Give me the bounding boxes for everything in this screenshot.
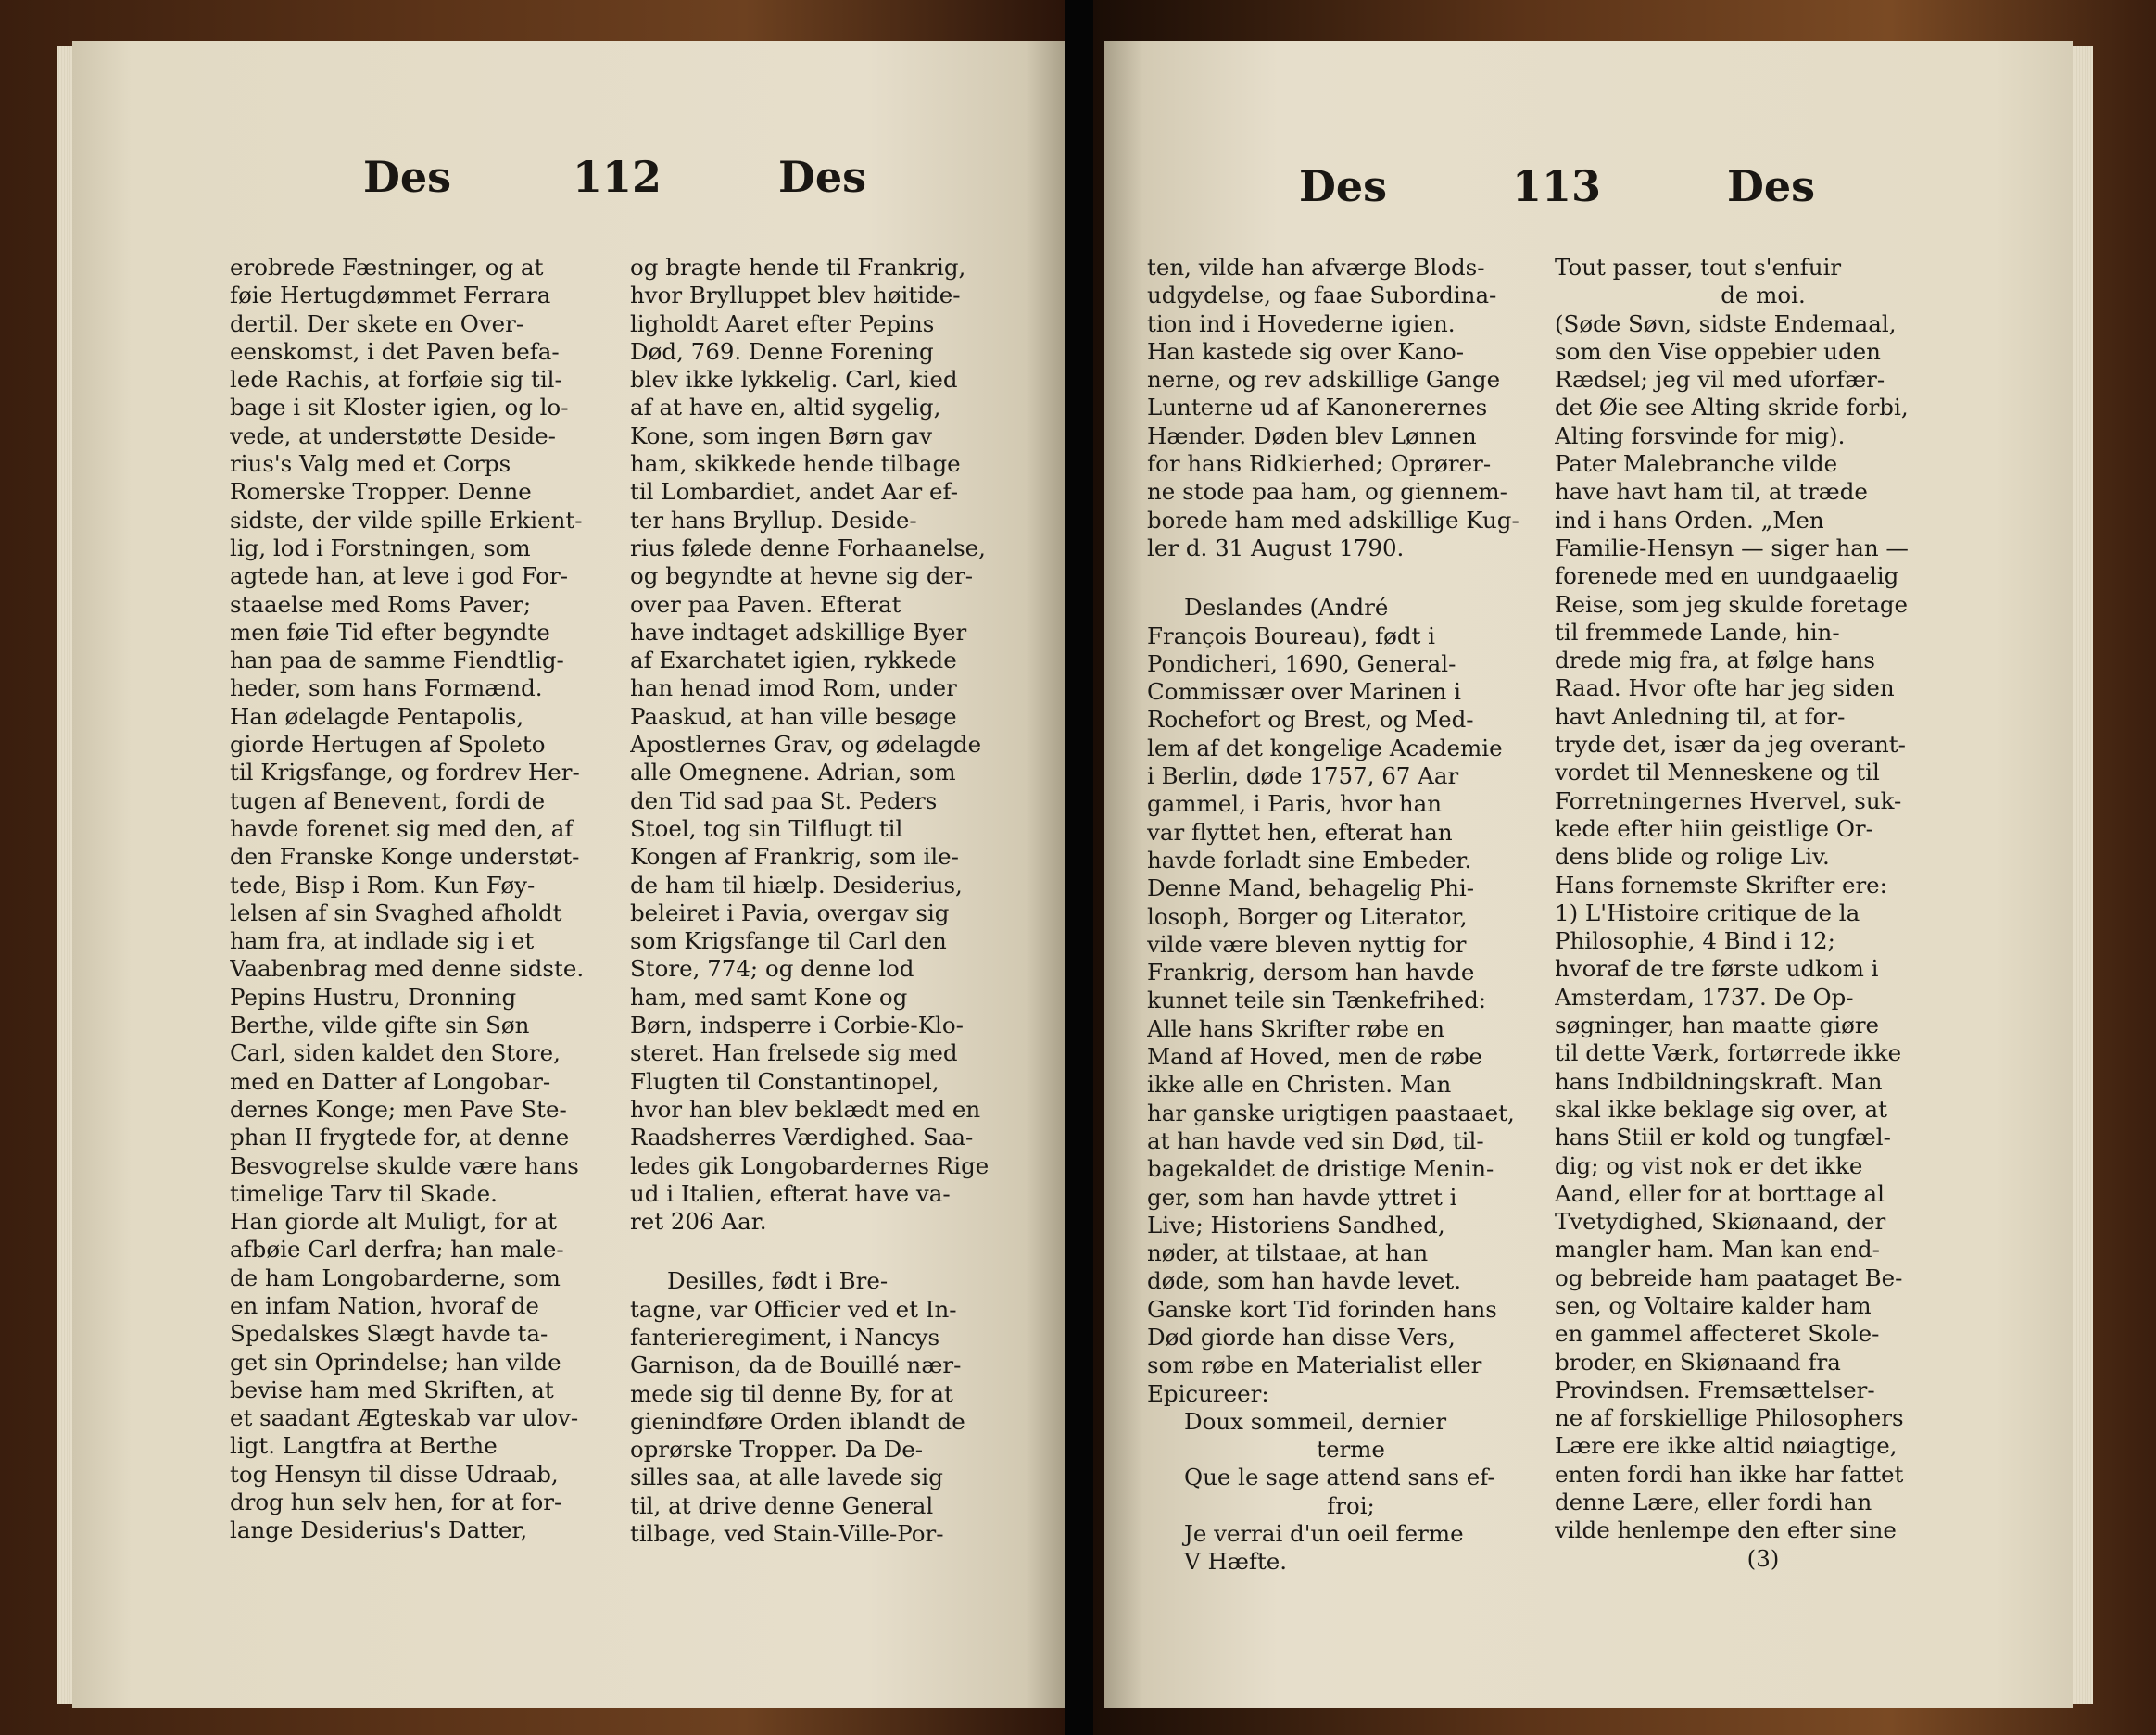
text-line: Desilles, født i Bre- <box>667 1267 889 1295</box>
text-line: de ham Longobarderne, som <box>230 1264 561 1291</box>
text-line: som røbe en Materialist eller <box>1147 1352 1482 1379</box>
text-line: ham fra, at indlade sig i et <box>230 927 535 955</box>
text-line: tede, Bisp i Rom. Kun Føy- <box>230 871 536 899</box>
right-page <box>1104 41 2073 1708</box>
text-line: nerne, og rev adskillige Gange <box>1147 366 1501 394</box>
text-line: broder, en Skiønaand fra <box>1555 1348 1841 1376</box>
text-line: get sin Oprindelse; han vilde <box>230 1348 561 1376</box>
text-line: mede sig til denne By, for at <box>630 1379 953 1407</box>
text-line: lem af det kongelige Academie <box>1147 734 1503 761</box>
text-line: hvoraf de tre første udkom i <box>1555 955 1879 983</box>
text-line: Epicureer: <box>1147 1379 1269 1407</box>
page-edges-right <box>2073 46 2093 1704</box>
text-line: en infam Nation, hvoraf de <box>230 1291 539 1319</box>
verse-line: terme <box>1317 1436 1385 1464</box>
text-line: mangler ham. Man kan end- <box>1555 1236 1880 1264</box>
text-line: til, at drive denne General <box>630 1491 934 1519</box>
text-line: det Øie see Alting skride forbi, <box>1555 394 1909 421</box>
verse-line: Que le sage attend sans ef- <box>1184 1464 1495 1491</box>
text-line: til fremmede Lande, hin- <box>1555 618 1840 646</box>
text-line: tion ind i Hovederne igien. <box>1147 309 1456 337</box>
text-line: François Boureau), født i <box>1147 622 1435 649</box>
text-line: Kongen af Frankrig, som ile- <box>630 843 959 871</box>
text-line: og bragte hende til Frankrig, <box>630 254 966 281</box>
text-line: Raadsherres Værdighed. Saa- <box>630 1124 974 1151</box>
text-line: til Krigsfange, og fordrev Her- <box>230 759 580 786</box>
catchword: (3) <box>1746 1544 1780 1572</box>
text-line: hvor han blev beklædt med en <box>630 1095 981 1123</box>
text-line: en gammel affecteret Skole- <box>1555 1320 1880 1348</box>
text-line: føie Hertugdømmet Ferrara <box>230 282 551 309</box>
text-line: var flyttet hen, efterat han <box>1147 818 1453 846</box>
text-line: rius følede denne Forhaanelse, <box>630 534 986 561</box>
verse-line: Doux sommeil, dernier <box>1184 1407 1447 1435</box>
text-line: Amsterdam, 1737. De Op- <box>1555 983 1854 1011</box>
paragraph-gap <box>1147 562 1555 594</box>
text-line: vilde være bleven nyttig for <box>1147 930 1467 958</box>
text-line: et saadant Ægteskab var ulov- <box>230 1404 579 1432</box>
text-line: Flugten til Constantinopel, <box>630 1067 939 1095</box>
left-page-column-1 <box>230 254 684 1545</box>
text-line: ham, skikkede hende tilbage <box>630 450 961 478</box>
text-line: 1) L'Histoire critique de la <box>1555 899 1860 926</box>
text-line: giorde Hertugen af Spoleto <box>230 731 546 759</box>
text-line: ne stode paa ham, og giennem- <box>1147 478 1507 506</box>
text-line: Deslandes (André <box>1184 594 1389 622</box>
text-line: den Franske Konge understøt- <box>230 843 580 871</box>
text-line: steret. Han frelsede sig med <box>630 1039 958 1067</box>
text-line: Tvetydighed, Skiønaand, der <box>1555 1208 1886 1236</box>
text-line: lig, lod i Forstningen, som <box>230 534 531 561</box>
text-line: Lære ere ikke altid nøiagtige, <box>1555 1432 1898 1460</box>
text-line: kede efter hiin geistlige Or- <box>1555 814 1873 842</box>
text-line: blev ikke lykkelig. Carl, kied <box>630 366 958 394</box>
text-line: men føie Tid efter begyndte <box>230 618 550 646</box>
text-line: Tout passer, tout s'enfuir <box>1555 254 1842 281</box>
text-line: har ganske urigtigen paastaaet, <box>1147 1099 1515 1126</box>
text-line: Han kastede sig over Kano- <box>1147 337 1465 365</box>
text-line: Lunterne ud af Kanonerernes <box>1147 394 1488 421</box>
text-line: ligt. Langtfra at Berthe <box>230 1432 498 1460</box>
text-line: vede, at understøtte Deside- <box>230 421 556 449</box>
text-line: rius's Valg med et Corps <box>230 450 511 478</box>
text-line: som Krigsfange til Carl den <box>630 927 947 955</box>
text-line: beleiret i Pavia, overgav sig <box>630 899 950 926</box>
text-line: med en Datter af Longobar- <box>230 1067 551 1095</box>
text-line: oprørske Tropper. Da De- <box>630 1436 924 1464</box>
text-line: Besvogrelse skulde være hans <box>230 1151 579 1179</box>
text-line: Familie-Hensyn — siger han — <box>1555 534 1909 561</box>
text-line: heder, som hans Formænd. <box>230 674 543 702</box>
text-line: ger, som han havde yttret i <box>1147 1183 1457 1211</box>
text-line: bevise ham med Skriften, at <box>230 1376 554 1403</box>
text-line: erobrede Fæstninger, og at <box>230 254 544 281</box>
signature-mark: V Hæfte. <box>1184 1548 1288 1576</box>
text-line: borede ham med adskillige Kug- <box>1147 506 1519 534</box>
text-line: han paa de samme Fiendtlig- <box>230 647 564 674</box>
text-line: Rædsel; jeg vil med uforfær- <box>1555 366 1885 394</box>
text-line: have havt ham til, at træde <box>1555 478 1868 506</box>
text-line: Mand af Hoved, men de røbe <box>1147 1043 1483 1071</box>
text-line: Live; Historiens Sandhed, <box>1147 1211 1445 1238</box>
text-line: til dette Værk, fortørrede ikke <box>1555 1039 1902 1067</box>
text-line: sen, og Voltaire kalder ham <box>1555 1291 1872 1319</box>
running-header-right <box>1104 145 2073 219</box>
text-line: ind i hans Orden. „Men <box>1555 506 1824 534</box>
text-line: fanterieregiment, i Nancys <box>630 1323 940 1351</box>
text-line: forenede med en uundgaaelig <box>1555 562 1899 590</box>
text-line: Kone, som ingen Børn gav <box>630 421 933 449</box>
text-line: af Exarchatet igien, rykkede <box>630 647 957 674</box>
text-line: Hænder. Døden blev Lønnen <box>1147 421 1477 449</box>
text-line: gienindføre Orden iblandt de <box>630 1407 965 1435</box>
text-line: Pondicheri, 1690, General- <box>1147 649 1456 677</box>
text-line: og bebreide ham paataget Be- <box>1555 1264 1903 1291</box>
page-number: 112 <box>573 152 662 202</box>
text-line: den Tid sad paa St. Peders <box>630 786 938 814</box>
text-line: Han giorde alt Muligt, for at <box>230 1208 557 1236</box>
text-line: tagne, var Officier ved et In- <box>630 1295 957 1323</box>
text-line: have indtaget adskillige Byer <box>630 618 967 646</box>
text-line: havde forladt sine Embeder. <box>1147 846 1472 874</box>
text-line: af at have en, altid sygelig, <box>630 394 941 421</box>
text-line: bagekaldet de dristige Menin- <box>1147 1155 1494 1183</box>
text-line: havt Anledning til, at for- <box>1555 702 1846 730</box>
text-line: han henad imod Rom, under <box>630 674 957 702</box>
text-line: denne Lære, eller fordi han <box>1555 1489 1872 1516</box>
text-line: bage i sit Kloster igien, og lo- <box>230 394 569 421</box>
text-line: lange Desiderius's Datter, <box>230 1516 528 1544</box>
running-header-left <box>72 145 1065 219</box>
text-line: timelige Tarv til Skade. <box>230 1179 498 1207</box>
text-line: de ham til hiælp. Desiderius, <box>630 871 963 899</box>
text-line: enten fordi han ikke har fattet <box>1555 1460 1904 1488</box>
text-line: lede Rachis, at forføie sig til- <box>230 366 562 394</box>
text-line: og begyndte at hevne sig der- <box>630 562 974 590</box>
text-line: Commissær over Marinen i <box>1147 678 1461 706</box>
text-line: drog hun selv hen, for at for- <box>230 1489 562 1516</box>
text-line: dertil. Der skete en Over- <box>230 309 524 337</box>
text-line: silles saa, at alle lavede sig <box>630 1464 943 1491</box>
text-line: ud i Italien, efterat have va- <box>630 1179 951 1207</box>
text-line: dens blide og rolige Liv. <box>1555 843 1830 871</box>
text-line: Philosophie, 4 Bind i 12; <box>1555 927 1835 955</box>
text-line: skal ikke beklage sig over, at <box>1555 1095 1887 1123</box>
text-line: Garnison, da de Bouillé nær- <box>630 1352 962 1379</box>
right-page-column-2 <box>1555 254 1972 1573</box>
text-line: (Søde Søvn, sidste Endemaal, <box>1555 309 1897 337</box>
text-line: sidste, der vilde spille Erkient- <box>230 506 583 534</box>
text-line: drede mig fra, at følge hans <box>1555 647 1875 674</box>
text-line: ne af forskiellige Philosophers <box>1555 1404 1904 1432</box>
text-line: som den Vise oppebier uden <box>1555 337 1881 365</box>
right-page-column-1 <box>1147 254 1555 1577</box>
text-line: Pepins Hustru, Dronning <box>230 983 517 1011</box>
text-line: Raad. Hvor ofte har jeg siden <box>1555 674 1895 702</box>
text-line: ler d. 31 August 1790. <box>1147 534 1405 561</box>
text-line: over paa Paven. Efterat <box>630 590 901 618</box>
page-edges-left <box>57 46 72 1704</box>
text-line: Frankrig, dersom han havde <box>1147 959 1475 987</box>
text-line: ten, vilde han afværge Blods- <box>1147 254 1485 281</box>
text-line: Pater Malebranche vilde <box>1555 450 1838 478</box>
text-line: hans Indbildningskraft. Man <box>1555 1067 1883 1095</box>
text-line: eenskomst, i det Paven befa- <box>230 337 560 365</box>
text-line: Denne Mand, behagelig Phi- <box>1147 874 1474 902</box>
text-line: i Berlin, døde 1757, 67 Aar <box>1147 762 1459 790</box>
text-line: de moi. <box>1721 282 1806 309</box>
text-line: Spedalskes Slægt havde ta- <box>230 1320 548 1348</box>
page-number: 113 <box>1512 161 1602 211</box>
text-line: Rochefort og Brest, og Med- <box>1147 706 1474 734</box>
text-line: døde, som han havde levet. <box>1147 1267 1461 1295</box>
left-page <box>72 41 1065 1708</box>
text-line: tugen af Benevent, fordi de <box>230 786 546 814</box>
text-line: tog Hensyn til disse Udraab, <box>230 1460 559 1488</box>
text-line: Død giorde han disse Vers, <box>1147 1323 1456 1351</box>
text-line: Berthe, vilde gifte sin Søn <box>230 1012 530 1039</box>
text-line: Romerske Tropper. Denne <box>230 478 532 506</box>
text-line: Stoel, tog sin Tilflugt til <box>630 814 903 842</box>
text-line: til Lombardiet, andet Aar ef- <box>630 478 958 506</box>
text-line: gammel, i Paris, hvor han <box>1147 790 1443 818</box>
text-line: dernes Konge; men Pave Ste- <box>230 1095 567 1123</box>
text-line: hvor Brylluppet blev høitide- <box>630 282 961 309</box>
text-line: Hans fornemste Skrifter ere: <box>1555 871 1887 899</box>
text-line: ham, med samt Kone og <box>630 983 908 1011</box>
text-line: ret 206 Aar. <box>630 1208 767 1236</box>
paragraph-gap <box>630 1236 1065 1267</box>
text-line: tryde det, især da jeg overant- <box>1555 731 1906 759</box>
text-line: lelsen af sin Svaghed afholdt <box>230 899 562 926</box>
text-line: Store, 774; og denne lod <box>630 955 914 983</box>
text-line: vilde henlempe den efter sine <box>1555 1516 1897 1544</box>
text-line: at han havde ved sin Død, til- <box>1147 1126 1484 1154</box>
text-line: Børn, indsperre i Corbie-Klo- <box>630 1012 964 1039</box>
text-line: ikke alle en Christen. Man <box>1147 1071 1452 1099</box>
text-line: Forretningernes Hvervel, suk- <box>1555 786 1902 814</box>
text-line: nøder, at tilstaae, at han <box>1147 1239 1429 1267</box>
text-line: hans Stiil er kold og tungfæl- <box>1555 1124 1891 1151</box>
header-right-word: Des <box>1727 161 1816 211</box>
text-line: ter hans Bryllup. Deside- <box>630 506 917 534</box>
text-line: Carl, siden kaldet den Store, <box>230 1039 561 1067</box>
text-line: phan II frygtede for, at denne <box>230 1124 570 1151</box>
text-line: vordet til Menneskene og til <box>1555 759 1880 786</box>
left-page-column-2 <box>630 254 1065 1548</box>
header-right-word: Des <box>778 152 867 202</box>
text-line: ligholdt Aaret efter Pepins <box>630 309 935 337</box>
text-line: udgydelse, og faae Subordina- <box>1147 282 1497 309</box>
text-line: Ganske kort Tid forinden hans <box>1147 1295 1497 1323</box>
header-left-word: Des <box>1299 161 1388 211</box>
text-line: Død, 769. Denne Forening <box>630 337 934 365</box>
text-line: Apostlernes Grav, og ødelagde <box>630 731 982 759</box>
text-line: søgninger, han maatte giøre <box>1555 1012 1880 1039</box>
text-line: Vaabenbrag med denne sidste. <box>230 955 585 983</box>
text-line: Aand, eller for at borttage al <box>1555 1179 1885 1207</box>
text-line: Reise, som jeg skulde foretage <box>1555 590 1909 618</box>
text-line: staaelse med Roms Paver; <box>230 590 532 618</box>
text-line: ledes gik Longobardernes Rige <box>630 1151 990 1179</box>
text-line: Han ødelagde Pentapolis, <box>230 702 524 730</box>
text-line: Provindsen. Fremsættelser- <box>1555 1376 1875 1403</box>
text-line: kunnet teile sin Tænkefrihed: <box>1147 987 1487 1014</box>
verse-line: froi; <box>1327 1491 1375 1519</box>
text-line: Alting forsvinde for mig). <box>1555 421 1846 449</box>
text-line: havde forenet sig med den, af <box>230 814 574 842</box>
text-line: tilbage, ved Stain-Ville-Por- <box>630 1520 944 1548</box>
verse-line: Je verrai d'un oeil ferme <box>1184 1520 1464 1548</box>
text-line: alle Omegnene. Adrian, som <box>630 759 956 786</box>
text-line: losoph, Borger og Literator, <box>1147 902 1468 930</box>
text-line: dig; og vist nok er det ikke <box>1555 1151 1863 1179</box>
text-line: Alle hans Skrifter røbe en <box>1147 1014 1444 1042</box>
image-gutter <box>1065 0 1093 1735</box>
text-line: Paaskud, at han ville besøge <box>630 702 957 730</box>
text-line: afbøie Carl derfra; han male- <box>230 1236 564 1264</box>
text-line: for hans Ridkierhed; Oprører- <box>1147 450 1492 478</box>
text-line: agtede han, at leve i god For- <box>230 562 568 590</box>
header-left-word: Des <box>363 152 452 202</box>
